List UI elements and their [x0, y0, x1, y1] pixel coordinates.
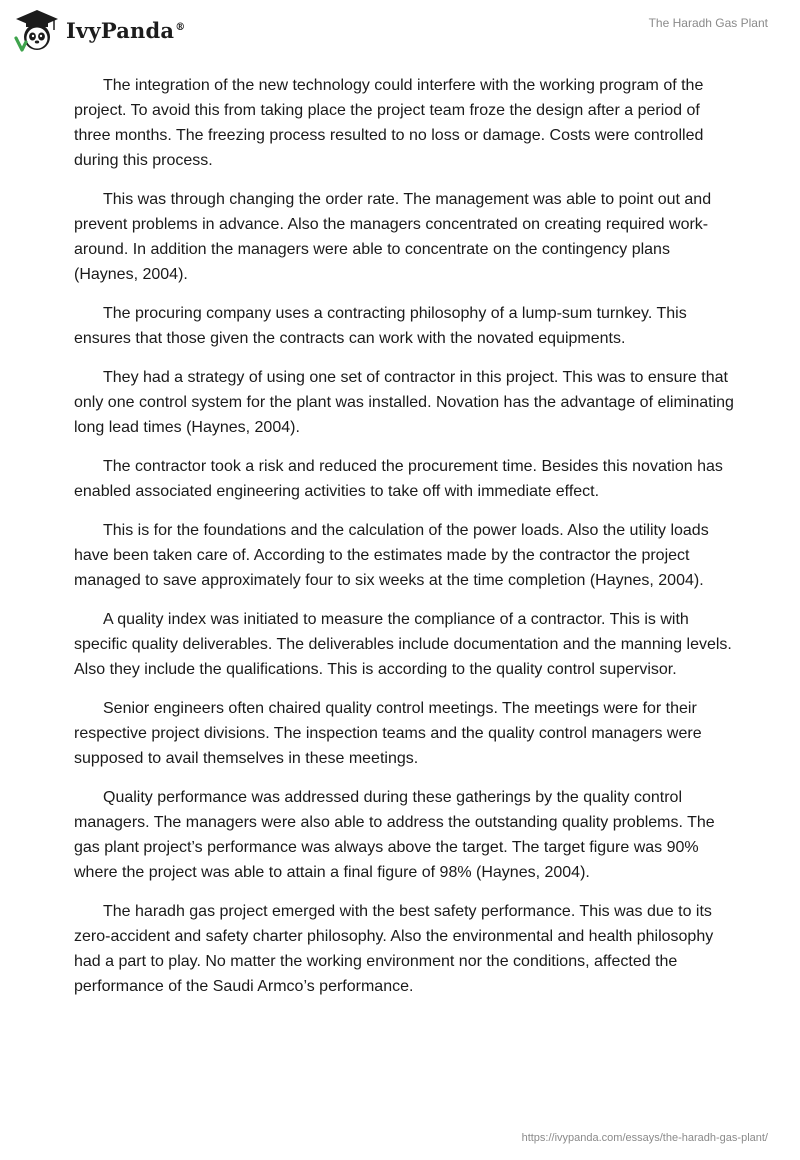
- brand-name: IvyPanda®: [66, 17, 186, 43]
- source-url[interactable]: https://ivypanda.com/essays/the-haradh-gas-plant/: [521, 1132, 768, 1144]
- paragraph: Quality performance was addressed during these gatherings by the quality control managers. The managers were also able to address the outstanding quality problems. The gas plant project’s performance was always above the target. The target figure was 90% where the project was able to attain a final figure of 98% (Haynes, 2004).: [74, 789, 715, 881]
- paragraph: They had a strategy of using one set of contractor in this project. This was to ensure that only one control system for the plant was installed. Novation has the advantage of eliminating long lead times (Haynes, 2004).: [74, 369, 734, 436]
- paragraph: This was through changing the order rate. The management was able to point out and prevent problems in advance. Also the managers concentrated on creating required work-around. In addition the managers were able to concentrate on the contingency plans (Haynes, 2004).: [74, 191, 712, 283]
- paragraph: The contractor took a risk and reduced the procurement time. Besides this novation has enabled associated engineering activities to take off with immediate effect.: [74, 458, 723, 500]
- paragraph: Senior engineers often chaired quality control meetings. The meetings were for their respective project divisions. The inspection teams and the quality control managers were supposed to avail themselves in these meetings.: [74, 700, 702, 767]
- essay-body: [74, 73, 734, 1013]
- paragraph: The haradh gas project emerged with the best safety performance. This was due to its zero-accident and safety charter philosophy. Also the environmental and health philosophy had a part to play. No matter the working environment nor the conditions, affected the performance of the Saudi Armco’s performance.: [74, 903, 714, 995]
- registered-mark: ®: [175, 21, 186, 33]
- paragraph: A quality index was initiated to measure the compliance of a contractor. This is with specific quality deliverables. The deliverables include documentation and the manning levels. Also they include the qualifications. This is according to the quality control supervisor.: [74, 611, 732, 678]
- paragraph: The procuring company uses a contracting philosophy of a lump-sum turnkey. This ensures that those given the contracts can work with the novated equipments.: [74, 305, 687, 347]
- ivypanda-logo[interactable]: [14, 8, 185, 52]
- panda-graduate-icon: [14, 8, 60, 52]
- paragraph: This is for the foundations and the calculation of the power loads. Also the utility loads have been taken care of. According to the estimates made by the contractor the project managed to save approximately four to six weeks at the time completion (Haynes, 2004).: [74, 522, 709, 589]
- paragraph: The integration of the new technology could interfere with the working program of the project. To avoid this from taking place the project team froze the design after a period of three months. The freezing process resulted to no loss or damage. Costs were controlled during this process.: [74, 77, 704, 169]
- page-header: [0, 0, 800, 64]
- document-title: The Haradh Gas Plant: [648, 16, 768, 30]
